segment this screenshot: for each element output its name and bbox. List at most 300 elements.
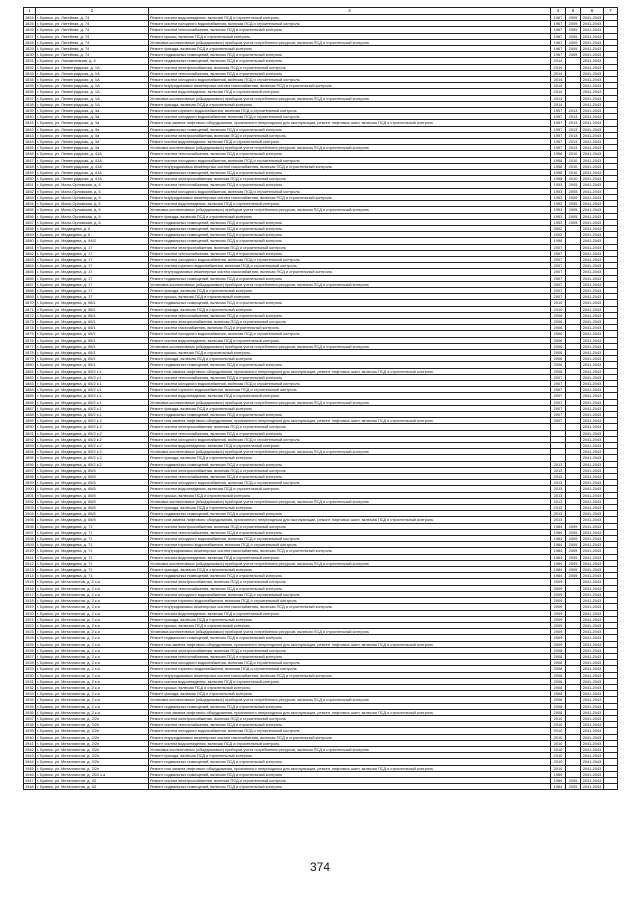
row-number-cell: 1935 — [25, 703, 34, 709]
year-built-cell: 2010 — [551, 722, 566, 728]
planned-period-cell: 2041-2043 — [581, 194, 604, 200]
address-cell: г. Брянск, ул. Медведева, д. 65/5 — [36, 498, 149, 504]
work-type-cell: Ремонт систем электроснабжения, включая ПСД и строительный контроль — [149, 647, 551, 653]
address-cell: г. Брянск, ул. Металлистов, д. 2/2н — [36, 728, 149, 734]
row-number-cell: 1825 — [25, 21, 34, 27]
row-number-cell: 1834 — [25, 77, 34, 83]
year-built-cell: 1957 — [551, 126, 566, 132]
year-built-cell: 2013 — [551, 467, 566, 473]
address-cell: г. Брянск, ул. Металлистов, д. 2 к.а — [36, 585, 149, 591]
work-type-cell: Ремонт систем водоотведения, включая ПСД и строительный контроль — [149, 393, 551, 399]
planned-period-cell: 2041-2043 — [581, 46, 604, 52]
work-type-cell: Ремонт внутридомовых инженерных систем газоснабжения, включая ПСД и строительный контроль — [149, 194, 551, 200]
planned-period-cell: 2041-2043 — [581, 616, 604, 622]
address-cell: г. Брянск, ул. Ленинградская, д. 1А — [36, 77, 149, 83]
row-number-cell: 1891 — [25, 430, 34, 436]
row-number-cell: 1897 — [25, 467, 34, 473]
table-header-row — [24, 8, 618, 15]
address-cell: г. Брянск, ул. Ленинградская, д. 1А — [36, 101, 149, 107]
year-built-cell: 1967 — [551, 15, 566, 21]
year-built-cell: 2002 — [551, 232, 566, 238]
work-type-cell: Ремонт систем электроснабжения, включая ПСД и строительный контроль — [149, 777, 551, 783]
year-overhaul-cell: 2009 — [566, 784, 581, 790]
address-cell: г. Брянск, ул. Ленинградская, д. 41А — [36, 176, 149, 182]
year-overhaul-cell: 2009 — [566, 777, 581, 783]
address-cell: г. Брянск, ул. Медведева, д. 65/2 к.1 — [36, 405, 149, 411]
year-built-cell: 2014 — [551, 95, 566, 101]
address-cell: г. Брянск, ул. Медведева, д. 65/2 к.1 — [36, 368, 149, 374]
planned-period-cell: 2041-2043 — [581, 108, 604, 114]
row-number-cell: 1839 — [25, 108, 34, 114]
planned-period-cell: 2041-2043 — [581, 374, 604, 380]
row-number-cell: 1927 — [25, 653, 34, 659]
row-number-cell: 1841 — [25, 120, 34, 126]
work-type-cell: Ремонт систем теплоснабжения, включая ПСД и строительный контроль — [149, 182, 551, 188]
row-number-cell: 1889 — [25, 418, 34, 424]
address-cell: г. Брянск, ул. Металлистов, д. 2 к.а — [36, 684, 149, 690]
year-overhaul-cell: 2013 — [566, 108, 581, 114]
address-cell: г. Брянск, ул. Ленинградская, д. 1А — [36, 70, 149, 76]
year-built-cell: 2013 — [551, 517, 566, 523]
row-number-cell: 1860 — [25, 238, 34, 244]
year-built-cell: 1967 — [551, 21, 566, 27]
year-built-cell: 1957 — [551, 139, 566, 145]
planned-period-cell: 2041-2043 — [581, 461, 604, 467]
year-built-cell: 2014 — [551, 64, 566, 70]
row-number-cell: 1901 — [25, 492, 34, 498]
row-number-cell: 1893 — [25, 443, 34, 449]
planned-period-cell: 2041-2043 — [581, 697, 604, 703]
table-row — [24, 784, 618, 790]
row-number-cell: 1848 — [25, 163, 34, 169]
work-type-cell: Ремонт систем теплоснабжения, включая ПСД и строительный контроль — [149, 151, 551, 157]
planned-period-cell: 2041-2043 — [581, 225, 604, 231]
address-cell: г. Брянск, ул. Медведева, д. 65/2 к.1 — [36, 412, 149, 418]
work-type-cell: Ремонт систем водоотведения, включая ПСД и строительный контроль — [149, 610, 551, 616]
planned-period-cell: 2041-2043 — [581, 536, 604, 542]
planned-period-cell: 2041-2043 — [581, 126, 604, 132]
year-overhaul-cell: 2005 — [566, 213, 581, 219]
planned-period-cell: 2041-2043 — [581, 598, 604, 604]
year-overhaul-cell: 2009 — [566, 536, 581, 542]
planned-period-cell: 2041-2043 — [581, 653, 604, 659]
planned-period-cell: 2041-2043 — [581, 635, 604, 641]
year-overhaul-cell: 2009 — [566, 39, 581, 45]
planned-period-cell: 2041-2043 — [581, 393, 604, 399]
year-built-cell: 2010 — [551, 300, 566, 306]
address-cell: г. Брянск, ул. Медведева, д. 65/1 — [36, 349, 149, 355]
row-number-cell: 1859 — [25, 232, 34, 238]
row-number-cell: 1938 — [25, 722, 34, 728]
page-number: 374 — [309, 860, 331, 874]
address-cell: г. Брянск, ул. Медведева, д. 65/2 к.2 — [36, 424, 149, 430]
year-overhaul-cell: 2009 — [566, 21, 581, 27]
address-cell: г. Брянск, ул. Ленинградская, д. 41А — [36, 170, 149, 176]
work-type-cell: Ремонт систем холодного водоснабжения, включая ПСД и строительный контроль — [149, 157, 551, 163]
row-number-cell: 1849 — [25, 170, 34, 176]
row-number-cell: 1879 — [25, 356, 34, 362]
address-cell: г. Брянск, ул. Медведева, д. 17 — [36, 263, 149, 269]
row-number-cell: 1882 — [25, 374, 34, 380]
planned-period-cell: 2041-2043 — [581, 560, 604, 566]
row-number-cell: 1924 — [25, 635, 34, 641]
work-type-cell: Ремонт систем теплоснабжения, включая ПСД и строительный контроль — [149, 27, 551, 33]
work-type-cell: Ремонт внутридомовых инженерных систем газоснабжения, включая ПСД и строительный контроль — [149, 269, 551, 275]
address-cell: г. Брянск, ул. Медведева, д. 65/1 — [36, 356, 149, 362]
row-number-cell: 1900 — [25, 486, 34, 492]
planned-period-cell: 2041-2043 — [581, 27, 604, 33]
address-cell: г. Брянск, ул. Ленинградская, д. 41А — [36, 163, 149, 169]
year-overhaul-cell: 2009 — [566, 548, 581, 554]
row-number-cell: 1845 — [25, 145, 34, 151]
year-built-cell: 2008 — [551, 684, 566, 690]
year-built-cell: 2007 — [551, 269, 566, 275]
planned-period-cell: 2041-2043 — [581, 424, 604, 430]
row-number-cell: 1931 — [25, 678, 34, 684]
planned-period-cell: 2041-2043 — [581, 740, 604, 746]
row-number-cell: 1928 — [25, 660, 34, 666]
work-type-cell: Ремонт фасада, включая ПСД и строительный контроль — [149, 455, 551, 461]
planned-period-cell: 2041-2043 — [581, 529, 604, 535]
year-overhaul-cell: 2009 — [566, 560, 581, 566]
address-cell: г. Брянск, ул. Металлистов, д. 2 к.а — [36, 610, 149, 616]
row-number-cell: 1894 — [25, 449, 34, 455]
column-header-1: 1 — [24, 8, 36, 15]
work-type-cell: Ремонт подвальных помещений, включая ПСД и строительный контроль — [149, 126, 551, 132]
address-cell: г. Брянск, ул. Металлистов, д. 2/2н — [36, 740, 149, 746]
address-cell: г. Брянск, ул. Литейная, д. 74 — [36, 46, 149, 52]
planned-period-cell: 2041-2043 — [581, 511, 604, 517]
row-number-cell: 1853 — [25, 194, 34, 200]
work-type-cell: Ремонт систем электроснабжения, включая ПСД и строительный контроль — [149, 64, 551, 70]
year-built-cell: 1953 — [551, 219, 566, 225]
address-cell: г. Брянск, ул. Металлистов, д. 2/2н — [36, 753, 149, 759]
row-number-cell: 1873 — [25, 318, 34, 324]
work-type-cell: Ремонт подвальных помещений, включая ПСД и строительный контроль — [149, 461, 551, 467]
planned-period-cell: 2041-2043 — [581, 610, 604, 616]
row-number-cell: 1869 — [25, 294, 34, 300]
row-number-cell: 1884 — [25, 387, 34, 393]
address-cell: г. Брянск, ул. Медведева, д. 65/5 — [36, 474, 149, 480]
year-built-cell: 2008 — [551, 666, 566, 672]
planned-period-cell: 2041-2043 — [581, 250, 604, 256]
planned-period-cell: 2041-2043 — [581, 771, 604, 777]
year-built-cell: 2013 — [551, 486, 566, 492]
work-type-cell: Установка коллективных (общедомовых) приборов учета потребления ресурсов, включая ПСД и строительный контроль — [149, 95, 551, 101]
year-overhaul-cell: 2005 — [566, 207, 581, 213]
row-number-cell: 1840 — [25, 114, 34, 120]
row-number-cell: 1936 — [25, 709, 34, 715]
year-built-cell: 1958 — [551, 163, 566, 169]
year-overhaul-cell: 2009 — [566, 33, 581, 39]
work-type-cell: Ремонт подвальных помещений, включая ПСД и строительный контроль — [149, 170, 551, 176]
row-number-cell: 1934 — [25, 697, 34, 703]
row-number-cell: 1838 — [25, 101, 34, 107]
address-cell: г. Брянск, ул. Медведева, д. 65/2 к.1 — [36, 387, 149, 393]
address-cell: г. Брянск, ул. Металлистов, д. 2/2н — [36, 734, 149, 740]
row-number-cell: 1842 — [25, 126, 34, 132]
year-built-cell: 2007 — [551, 281, 566, 287]
address-cell: г. Брянск, ул. Медведева, д. 71 — [36, 542, 149, 548]
address-cell: г. Брянск, ул. Металлистов, д. 2 к.а — [36, 604, 149, 610]
year-overhaul-cell: 2009 — [566, 52, 581, 58]
address-cell: г. Брянск, ул. Медведева, д. 17 — [36, 250, 149, 256]
planned-period-cell: 2041-2043 — [581, 368, 604, 374]
work-type-cell: Ремонт подвальных помещений, включая ПСД и строительный контроль — [149, 573, 551, 579]
row-number-cell: 1904 — [25, 511, 34, 517]
planned-period-cell: 2041-2043 — [581, 83, 604, 89]
row-number-cell: 1850 — [25, 176, 34, 182]
year-built-cell: 2007 — [551, 374, 566, 380]
row-number-cell: 1925 — [25, 641, 34, 647]
address-cell: г. Брянск, ул. Медведева, д. 65/2 к.1 — [36, 393, 149, 399]
planned-period-cell: 2041-2043 — [581, 759, 604, 765]
row-number-cell: 1909 — [25, 542, 34, 548]
address-cell: г. Брянск, ул. Металлистов, д. 20/2 к.а — [36, 771, 149, 777]
address-cell: г. Брянск, ул. Ленинградская, д. 3а — [36, 126, 149, 132]
address-cell: г. Брянск, ул. Медведева, д. 9А/2 — [36, 238, 149, 244]
planned-period-cell: 2041-2043 — [581, 325, 604, 331]
planned-period-cell: 2041-2043 — [581, 331, 604, 337]
work-type-cell: Ремонт систем водоотведения, включая ПСД и строительный контроль — [149, 337, 551, 343]
row-number-cell: 1883 — [25, 380, 34, 386]
year-overhaul-cell: 2013 — [566, 139, 581, 145]
work-type-cell: Ремонт систем теплоснабжения, включая ПСД и строительный контроль — [149, 585, 551, 591]
address-cell: г. Брянск, ул. Медведева, д. 56/1 — [36, 300, 149, 306]
work-type-cell: Установка коллективных (общедомовых) приборов учета потребления ресурсов, включая ПСД и строительный контроль — [149, 207, 551, 213]
planned-period-cell: 2041-2043 — [581, 95, 604, 101]
work-type-cell: Ремонт систем горячего водоснабжения, включая ПСД и строительный контроль — [149, 542, 551, 548]
row-number-cell: 1942 — [25, 746, 34, 752]
row-number-cell: 1917 — [25, 591, 34, 597]
address-cell: г. Брянск, ул. Медведева, д. 65/2 к.2 — [36, 443, 149, 449]
planned-period-cell: 2041-2043 — [581, 362, 604, 368]
address-cell: г. Брянск, ул. Металлистов, д. 2 к.а — [36, 591, 149, 597]
address-cell: г. Брянск, ул. Медведева, д. 71 — [36, 548, 149, 554]
address-cell: г. Брянск, ул. Ленинградская, д. 3а — [36, 114, 149, 120]
planned-period-cell: 2041-2043 — [581, 678, 604, 684]
planned-period-cell: 2041-2043 — [581, 455, 604, 461]
work-type-cell: Ремонт систем холодного водоснабжения, включая ПСД и строительный контроль — [149, 331, 551, 337]
work-type-cell: Ремонт систем водоотведения, включая ПСД и строительный контроль — [149, 89, 551, 95]
year-built-cell: 2002 — [551, 225, 566, 231]
planned-period-cell: 2041-2043 — [581, 58, 604, 64]
planned-period-cell: 2041-2043 — [581, 765, 604, 771]
row-number-cell: 1921 — [25, 616, 34, 622]
year-built-cell: 1984 — [551, 542, 566, 548]
address-cell: г. Брянск, ул. Металлистов, д. 2 к.а — [36, 666, 149, 672]
year-built-cell: 2008 — [551, 672, 566, 678]
address-cell: г. Брянск, ул. Медведева, д. 65/2 к.1 — [36, 374, 149, 380]
planned-period-cell: 2041-2043 — [581, 505, 604, 511]
address-cell: г. Брянск, ул. Ленинградская, д. 3а — [36, 108, 149, 114]
address-cell: г. Брянск, ул. Ленинградская, д. 41А — [36, 157, 149, 163]
row-number-cell: 1837 — [25, 95, 34, 101]
year-overhaul-cell: 2009 — [566, 523, 581, 529]
planned-period-cell: 2041-2043 — [581, 213, 604, 219]
address-cell: г. Брянск, ул. Ленинградская, д. 1А — [36, 95, 149, 101]
planned-period-cell: 2041-2043 — [581, 52, 604, 58]
row-number-cell: 1868 — [25, 287, 34, 293]
planned-period-cell: 2041-2043 — [581, 318, 604, 324]
row-number-cell: 1880 — [25, 362, 34, 368]
year-built-cell: 1984 — [551, 554, 566, 560]
work-type-cell: Установка коллективных (общедомовых) приборов учета потребления ресурсов, включая ПСД и строительный контроль — [149, 145, 551, 151]
year-overhaul-cell: 2010 — [566, 170, 581, 176]
year-built-cell: 2009 — [551, 629, 566, 635]
address-cell: г. Брянск, ул. Мало-Орловская, д. 6 — [36, 219, 149, 225]
work-type-cell: Ремонт систем электроснабжения, включая ПСД и строительный контроль — [149, 132, 551, 138]
year-built-cell: 1984 — [551, 560, 566, 566]
planned-period-cell: 2041-2043 — [581, 349, 604, 355]
work-type-cell: Ремонт систем водоотведения, включая ПСД и строительный контроль — [149, 15, 551, 21]
work-type-cell: Ремонт систем электроснабжения, включая ПСД и строительный контроль — [149, 579, 551, 585]
year-overhaul-cell: 2013 — [566, 145, 581, 151]
work-type-cell: Ремонт или замена лифтового оборудования, признанного непригодным для эксплуатации, ремонт лифтовых шахт, включая ПСД и строительный контроль — [149, 517, 551, 523]
planned-period-cell: 2041-2043 — [581, 436, 604, 442]
planned-period-cell: 2041-2043 — [581, 300, 604, 306]
address-cell: г. Брянск, ул. Медведева, д. 65/5 — [36, 511, 149, 517]
planned-period-cell: 2041-2043 — [581, 101, 604, 107]
row-number-cell: 1922 — [25, 622, 34, 628]
work-type-cell: Ремонт систем горячего водоснабжения, включая ПСД и строительный контроль — [149, 666, 551, 672]
year-built-cell: 2008 — [551, 647, 566, 653]
year-built-cell: 2006 — [551, 331, 566, 337]
work-type-cell: Ремонт систем водоотведения, включая ПСД и строительный контроль — [149, 740, 551, 746]
row-number-cell: 1886 — [25, 399, 34, 405]
year-overhaul-cell: 2009 — [566, 27, 581, 33]
work-type-cell: Ремонт систем теплоснабжения, включая ПСД и строительный контроль — [149, 474, 551, 480]
address-cell: г. Брянск, ул. Медведева, д. 71 — [36, 573, 149, 579]
work-type-cell: Ремонт систем горячего водоснабжения, включая ПСД и строительный контроль — [149, 263, 551, 269]
row-number-cell: 1920 — [25, 610, 34, 616]
row-number-cell: 1892 — [25, 436, 34, 442]
address-cell: г. Брянск, ул. Медведева, д. 65/2 к.2 — [36, 418, 149, 424]
year-built-cell: 2009 — [551, 585, 566, 591]
work-type-cell: Ремонт систем холодного водоснабжения, включая ПСД и строительный контроль — [149, 77, 551, 83]
address-cell: г. Брянск, ул. Металлистов, д. 2 к.а — [36, 647, 149, 653]
row-number-cell: 1916 — [25, 585, 34, 591]
work-type-cell: Ремонт внутридомовых инженерных систем газоснабжения, включая ПСД и строительный контроль — [149, 83, 551, 89]
work-type-cell: Ремонт фасада, включая ПСД и строительный контроль — [149, 691, 551, 697]
address-cell: г. Брянск, ул. Медведева, д. 65/1 — [36, 337, 149, 343]
planned-period-cell: 2041-2043 — [581, 430, 604, 436]
row-number-cell: 1906 — [25, 523, 34, 529]
address-cell: г. Брянск, ул. Металлистов, д. 2 к.а — [36, 703, 149, 709]
work-type-cell: Ремонт систем теплоснабжения, включая ПСД и строительный контроль — [149, 312, 551, 318]
row-number-cell: 1895 — [25, 455, 34, 461]
year-built-cell: 2009 — [551, 616, 566, 622]
year-built-cell: 2008 — [551, 653, 566, 659]
year-built-cell: 2013 — [551, 492, 566, 498]
work-type-cell: Ремонт систем водоотведения, включая ПСД и строительный контроль — [149, 139, 551, 145]
work-type-cell: Ремонт или замена лифтового оборудования, признанного непригодным для эксплуатации, ремонт лифтовых шахт, включая ПСД и строительный контроль — [149, 368, 551, 374]
address-cell: г. Брянск, ул. Ленинградская, д. 3а — [36, 145, 149, 151]
year-built-cell: 1998 — [551, 238, 566, 244]
row-number-cell: 1929 — [25, 666, 34, 672]
row-number-cell: 1918 — [25, 598, 34, 604]
address-cell: г. Брянск, ул. Медведева, д. 17 — [36, 269, 149, 275]
work-type-cell: Ремонт фасада, включая ПСД и строительный контроль — [149, 356, 551, 362]
work-type-cell: Ремонт подвальных помещений, включая ПСД и строительный контроль — [149, 412, 551, 418]
year-built-cell: 1953 — [551, 182, 566, 188]
address-cell: г. Брянск, ул. Металлистов, д. 43 — [36, 784, 149, 790]
year-overhaul-cell: 2013 — [566, 126, 581, 132]
work-type-cell: Ремонт систем холодного водоснабжения, включая ПСД и строительный контроль — [149, 660, 551, 666]
work-type-cell: Ремонт подвальных помещений, включая ПСД и строительный контроль — [149, 771, 551, 777]
address-cell: г. Брянск, ул. Ленинградская, д. 3а — [36, 120, 149, 126]
row-number-cell: 1915 — [25, 579, 34, 585]
year-built-cell: 2009 — [551, 641, 566, 647]
planned-period-cell: 2041-2043 — [581, 77, 604, 83]
work-type-cell: Ремонт систем газоснабжения, включая ПСД и строительный контроль — [149, 325, 551, 331]
planned-period-cell: 2041-2043 — [581, 306, 604, 312]
planned-period-cell: 2041-2043 — [581, 312, 604, 318]
year-overhaul-cell: 2005 — [566, 201, 581, 207]
address-cell: г. Брянск, ул. Мало-Орловская, д. 6 — [36, 188, 149, 194]
work-type-cell: Ремонт систем электроснабжения, включая ПСД и строительный контроль — [149, 467, 551, 473]
year-built-cell: 2010 — [551, 740, 566, 746]
planned-period-cell: 2041-2043 — [581, 256, 604, 262]
work-type-cell: Ремонт систем холодного водоснабжения, включая ПСД и строительный контроль — [149, 436, 551, 442]
address-cell: г. Брянск, ул. Медведева, д. 17 — [36, 294, 149, 300]
row-number-cell: 1843 — [25, 132, 34, 138]
year-built-cell: 2007 — [551, 256, 566, 262]
address-cell: г. Брянск, ул. Медведева, д. 65/5 — [36, 505, 149, 511]
planned-period-cell: 2041-2043 — [581, 287, 604, 293]
work-type-cell: Ремонт систем теплоснабжения, включая ПСД и строительный контроль — [149, 653, 551, 659]
row-number-cell: 1862 — [25, 250, 34, 256]
work-type-cell: Ремонт систем электроснабжения, включая ПСД и строительный контроль — [149, 715, 551, 721]
address-cell: г. Брянск, ул. Ленинградская, д. 1А — [36, 89, 149, 95]
row-number-cell: 1855 — [25, 207, 34, 213]
planned-period-cell: 2041-2043 — [581, 784, 604, 790]
address-cell: г. Брянск, ул. Медведева, д. 17 — [36, 281, 149, 287]
planned-period-cell: 2041-2043 — [581, 684, 604, 690]
planned-period-cell: 2041-2043 — [581, 21, 604, 27]
address-cell: г. Брянск, ул. Медведева, д. 65/5 — [36, 480, 149, 486]
planned-period-cell: 2041-2043 — [581, 387, 604, 393]
address-cell: г. Брянск, ул. Металлистов, д. 2 к.а — [36, 691, 149, 697]
work-type-cell: Ремонт подвальных помещений, включая ПСД и строительный контроль — [149, 300, 551, 306]
planned-period-cell: 2041-2043 — [581, 176, 604, 182]
planned-period-cell: 2041-2043 — [581, 492, 604, 498]
year-built-cell: 1953 — [551, 213, 566, 219]
planned-period-cell: 2041-2043 — [581, 337, 604, 343]
planned-period-cell: 2041-2043 — [581, 443, 604, 449]
extra-cell — [604, 784, 618, 790]
work-type-cell: Установка коллективных (общедомовых) приборов учета потребления ресурсов, включая ПСД и строительный контроль — [149, 697, 551, 703]
planned-period-cell: 2041-2043 — [581, 585, 604, 591]
address-cell: г. Брянск, ул. Мало-Орловская, д. 6 — [36, 194, 149, 200]
row-number-cell: 1828 — [25, 39, 34, 45]
address-cell: г. Брянск, ул. Медведева, д. 65/1 — [36, 343, 149, 349]
year-built-cell: 2013 — [551, 511, 566, 517]
work-type-cell: Ремонт фасада, включая ПСД и строительный контроль — [149, 567, 551, 573]
work-type-cell: Ремонт систем холодного водоснабжения, включая ПСД и строительный контроль — [149, 480, 551, 486]
planned-period-cell: 2041-2043 — [581, 542, 604, 548]
work-type-cell: Ремонт подвальных помещений, включая ПСД и строительный контроль — [149, 635, 551, 641]
row-number-cell: 1944 — [25, 759, 34, 765]
planned-period-cell: 2041-2043 — [581, 120, 604, 126]
work-type-cell: Ремонт систем холодного водоснабжения, включая ПСД и строительный контроль — [149, 114, 551, 120]
year-overhaul-cell: 2010 — [566, 151, 581, 157]
planned-period-cell: 2041-2043 — [581, 132, 604, 138]
row-number-cell: 1878 — [25, 349, 34, 355]
planned-period-cell: 2041-2043 — [581, 660, 604, 666]
planned-period-cell: 2041-2043 — [581, 275, 604, 281]
year-built-cell: 2008 — [551, 709, 566, 715]
